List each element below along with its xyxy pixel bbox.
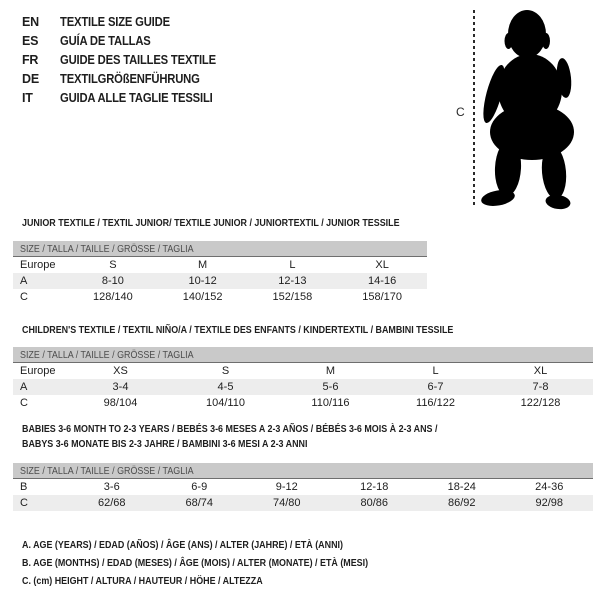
row-label: Europe (20, 365, 56, 377)
legend-line (22, 554, 429, 572)
table-cell: 6-7 (427, 381, 444, 393)
row-label: C (20, 397, 28, 409)
language-title: GUIDA ALLE TAGLIE TESSILI (60, 90, 213, 105)
table-cell: L (432, 365, 439, 377)
table-title-children (22, 323, 530, 338)
language-title: TEXTILGRÖßENFÜHRUNG (60, 71, 200, 86)
table-title-text: JUNIOR TEXTILE / TEXTIL JUNIOR/ TEXTILE JUNIOR / JUNIORTEXTIL / JUNIOR TESSILE (22, 217, 400, 229)
table-cell: M (325, 365, 336, 377)
language-row (22, 50, 233, 69)
table-cell: 5-6 (322, 381, 339, 393)
table-cell: 3-6 (103, 481, 120, 493)
table-title-junior (22, 216, 466, 231)
language-row (22, 69, 233, 88)
language-code: EN (22, 14, 39, 29)
table-cell: S (109, 259, 117, 271)
height-measure-dotted-line (473, 10, 475, 206)
legend-line (22, 536, 429, 554)
table-cell: 86/92 (447, 497, 476, 509)
table-row (13, 363, 593, 379)
row-label: A (20, 275, 28, 287)
table-cell: 3-4 (112, 381, 129, 393)
table-cell: 14-16 (368, 275, 397, 287)
size-header-text: SIZE / TALLA / TAILLE / GRÖSSE / TAGLIA (20, 348, 194, 361)
table-cell: 140/152 (182, 291, 223, 303)
table-row (13, 479, 593, 495)
table-cell: XL (375, 259, 389, 271)
legend-line (22, 572, 429, 590)
table-cell: 92/98 (535, 497, 564, 509)
row-label: B (20, 481, 28, 493)
table-cell: 12-13 (278, 275, 307, 287)
table-cell: 18-24 (447, 481, 476, 493)
language-code: FR (22, 52, 39, 67)
baby-silhouette (478, 6, 578, 210)
table-cell: S (221, 365, 230, 377)
language-title: GUÍA DE TALLAS (60, 33, 151, 48)
table-cell: 10-12 (188, 275, 217, 287)
table-row (13, 257, 427, 273)
table-cell: 62/68 (97, 497, 126, 509)
table-cell: 128/140 (92, 291, 133, 303)
table-cell: 122/128 (520, 397, 561, 409)
table-title-text: BABIES 3-6 MONTH TO 2-3 YEARS / BEBÉS 3-6 MESES A 2-3 AÑOS / BÉBÉS 3-6 MOIS À 2-3 ANS / (22, 423, 438, 435)
size-header-text: SIZE / TALLA / TAILLE / GRÖSSE / TAGLIA (20, 242, 194, 255)
table-cell: 24-36 (535, 481, 564, 493)
table-cell: 152/158 (272, 291, 313, 303)
table-row (13, 289, 427, 305)
legend-text: A. AGE (YEARS) / EDAD (AÑOS) / ÂGE (ANS) / ALTER (JAHRE) / ETÀ (ANNI) (22, 539, 343, 551)
size-header-bar (13, 347, 593, 363)
table-cell: M (198, 259, 208, 271)
legend-text: B. AGE (MONTHS) / EDAD (MESES) / ÂGE (MOIS) / ALTER (MONATE) / ETÀ (MESI) (22, 557, 369, 569)
table-cell: 68/74 (185, 497, 214, 509)
measurement-legend (22, 536, 429, 590)
table-row (13, 395, 593, 411)
table-cell: 7-8 (532, 381, 549, 393)
language-title: GUIDE DES TAILLES TEXTILE (60, 52, 216, 67)
language-code: IT (22, 90, 33, 105)
table-cell: 158/170 (362, 291, 402, 303)
table-row (13, 379, 593, 395)
size-table-junior (13, 241, 427, 305)
row-label: C (20, 291, 28, 303)
language-row (22, 31, 233, 50)
size-header-bar (13, 463, 593, 479)
language-row (22, 12, 233, 31)
language-code: DE (22, 71, 39, 86)
table-cell: 110/116 (311, 397, 350, 409)
table-cell: 104/110 (206, 397, 245, 409)
row-label: Europe (20, 259, 56, 271)
size-header-bar (13, 241, 427, 257)
table-cell: XL (533, 365, 548, 377)
table-cell: 116/122 (416, 397, 455, 409)
row-label: A (20, 381, 28, 393)
size-table-children (13, 347, 593, 411)
table-cell: 98/104 (103, 397, 138, 409)
table-title-text: BABYS 3-6 MONATE BIS 2-3 JAHRE / BAMBINI 3-6 MESI A 2-3 ANNI (22, 438, 308, 450)
language-row (22, 88, 233, 107)
size-header-text: SIZE / TALLA / TAILLE / GRÖSSE / TAGLIA (20, 464, 194, 477)
table-cell: XS (113, 365, 128, 377)
table-row (13, 495, 593, 511)
table-cell: 80/86 (360, 497, 389, 509)
table-row (13, 273, 427, 289)
height-marker-label: C (456, 105, 465, 119)
size-table-babies (13, 463, 593, 511)
table-cell: 8-10 (101, 275, 124, 287)
table-cell: L (289, 259, 296, 271)
table-cell: 12-18 (360, 481, 389, 493)
language-code: ES (22, 33, 39, 48)
table-title-babies (22, 422, 511, 452)
table-cell: 74/80 (272, 497, 301, 509)
language-title-list (22, 12, 233, 107)
legend-text: C. (cm) HEIGHT / ALTURA / HAUTEUR / HÖHE / ALTEZZA (22, 575, 263, 587)
table-cell: 4-5 (217, 381, 234, 393)
language-title: TEXTILE SIZE GUIDE (60, 14, 170, 29)
table-cell: 9-12 (275, 481, 298, 493)
table-title-text: CHILDREN'S TEXTILE / TEXTIL NIÑO/A / TEXTILE DES ENFANTS / KINDERTEXTIL / BAMBINI TESSILE (22, 324, 454, 336)
row-label: C (20, 497, 28, 509)
table-cell: 6-9 (191, 481, 208, 493)
